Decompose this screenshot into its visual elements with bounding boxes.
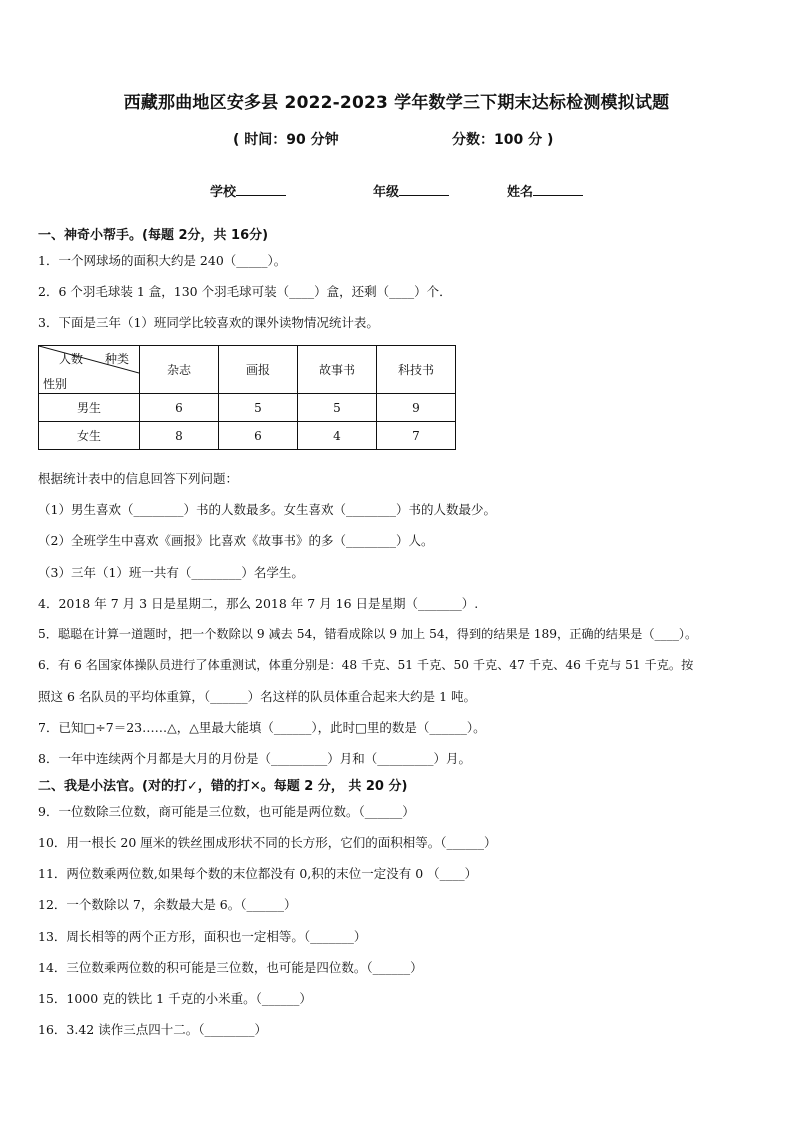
grade-blank [399,183,449,196]
table-cell: 5 [219,394,298,422]
school-field [210,181,286,200]
question-7: 7．已知□÷7＝23……△，△里最大能填（______），此时□里的数是（______）。 [38,720,486,735]
question-6-line-2: 照这 6 名队员的平均体重算，（______）名这样的队员体重合起来大约是 1 吨。 [38,689,477,704]
reading-stats-table [38,345,456,450]
school-label: 学校 [210,185,237,200]
question-2: 2．6 个羽毛球装 1 盒，130 个羽毛球可装（____）盒，还剩（____）个． [38,284,452,299]
question-4: 4．2018 年 7 月 3 日是星期二，那么 2018 年 7 月 16 日是星期（_______）. [38,596,479,611]
table-row [39,394,456,422]
table-corner-cell [39,346,140,394]
question-13: 13．周长相等的两个正方形，面积也一定相等。（_______） [38,929,367,944]
question-1: 1．一个网球场的面积大约是 240（_____）。 [38,253,287,268]
question-16: 16．3.42 读作三点四十二。（________） [38,1022,267,1037]
exam-time: ( 时间：90 分钟 [233,132,339,148]
question-3: 3．下面是三年（1）班同学比较喜欢的课外读物情况统计表。 [38,315,379,330]
row-label-cell: 女生 [39,422,140,450]
question-11: 11．两位数乘两位数,如果每个数的末位都没有 0,积的末位一定没有 0 （____） [38,866,478,881]
question-10: 10．用一根长 20 厘米的铁丝围成形状不同的长方形，它们的面积相等。（______） [38,835,497,850]
question-15: 15．1000 克的铁比 1 千克的小米重。（______） [38,991,312,1006]
table-header-row [39,346,456,394]
corner-gender-label: 性别 [43,377,68,391]
exam-score: 分数：100 分 ) [452,132,554,148]
table-header-cell: 画报 [219,346,298,394]
question-8: 8．一年中连续两个月都是大月的月份是（_________）月和（_________）月。 [38,751,471,766]
question-9: 9．一位数除三位数，商可能是三位数，也可能是两位数。（______） [38,804,415,819]
exam-title: 西藏那曲地区安多县 2022-2023 学年数学三下期末达标检测模拟试题 [123,93,670,113]
row-label-cell: 男生 [39,394,140,422]
question-3-part-3: （3）三年（1）班一共有（________）名学生。 [38,565,304,580]
table-cell: 4 [298,422,377,450]
table-row [39,422,456,450]
table-cell: 8 [140,422,219,450]
question-3-part-1: （1）男生喜欢（________）书的人数最多。女生喜欢（________）书的人数最少。 [38,502,496,517]
school-blank [236,183,286,196]
table-cell: 9 [377,394,456,422]
table-header-cell: 故事书 [298,346,377,394]
table-cell: 6 [219,422,298,450]
grade-field [373,181,449,200]
corner-people-label: 人数 [59,352,84,366]
name-field [507,181,583,200]
grade-label: 年级 [373,185,400,200]
table-cell: 6 [140,394,219,422]
corner-kind-label: 种类 [105,352,130,366]
question-6-line-1: 6．有 6 名国家体操队员进行了体重测试，体重分别是：48 千克、51 千克、50 千克、47 千克、46 千克与 51 千克。按 [38,658,694,672]
table-header-cell: 杂志 [140,346,219,394]
question-12: 12．一个数除以 7，余数最大是 6。（______） [38,897,297,912]
table-cell: 5 [298,394,377,422]
section-1-heading: 一、神奇小帮手。(每题 2分，共 16分) [38,228,269,243]
table-header-cell: 科技书 [377,346,456,394]
table-cell: 7 [377,422,456,450]
name-blank [533,183,583,196]
name-label: 姓名 [507,185,534,200]
question-3-part-2: （2）全班学生中喜欢《画报》比喜欢《故事书》的多（________）人。 [38,533,434,548]
question-5: 5．聪聪在计算一道题时，把一个数除以 9 减去 54，错看成除以 9 加上 54，得到的结果是 189，正确的结果是（____）。 [38,627,698,641]
question-14: 14．三位数乘两位数的积可能是三位数，也可能是四位数。（______） [38,960,423,975]
question-3-intro: 根据统计表中的信息回答下列问题： [38,471,239,486]
section-2-heading: 二、我是小法官。(对的打✓，错的打✕。每题 2 分， 共 20 分) [38,779,408,794]
